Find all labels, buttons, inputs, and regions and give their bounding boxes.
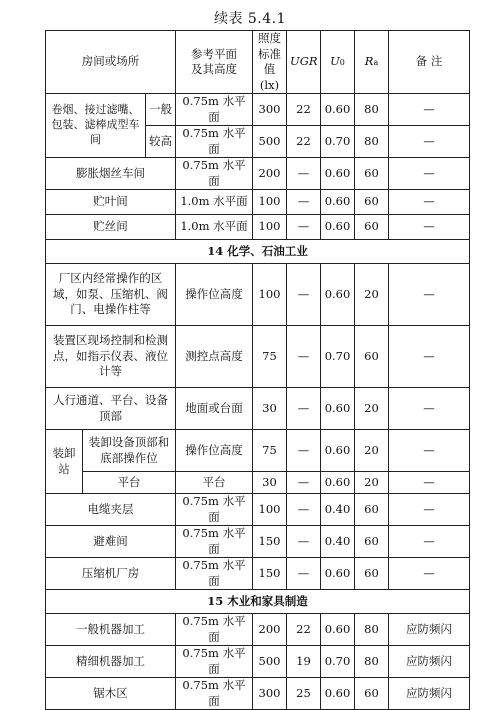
row-refuge-u0: 0.40 <box>321 526 355 558</box>
table-row <box>46 526 470 558</box>
header-u0-sub: 0 <box>339 58 345 68</box>
row-sawmill-lux: 300 <box>253 678 287 710</box>
row-fine-machine-ra: 80 <box>355 646 389 678</box>
row-walkway-plane: 地面或台面 <box>176 388 253 430</box>
header-u0 <box>321 31 355 94</box>
row-plant-ops-lux: 100 <box>253 264 287 326</box>
row-fine-machine-room: 精细机器加工 <box>46 646 176 678</box>
header-lux-line2: 标准值 <box>258 46 281 77</box>
row-plant-ops-u0: 0.60 <box>321 264 355 326</box>
header-note: 备 注 <box>389 31 470 94</box>
row-plant-ops-ra: 20 <box>355 264 389 326</box>
header-ra <box>355 31 389 94</box>
table-row <box>46 388 470 430</box>
row-cig-high-ugr: 22 <box>287 126 321 158</box>
section-14-title: 14 化学、石油工业 <box>46 240 470 264</box>
table-row <box>46 614 470 646</box>
row-walkway-note: — <box>389 388 470 430</box>
table-row <box>46 678 470 710</box>
row-fine-machine-u0: 0.70 <box>321 646 355 678</box>
row-general-machine-lux: 200 <box>253 614 287 646</box>
row-field-ctrl-lux: 75 <box>253 326 287 388</box>
table-row <box>46 215 470 240</box>
row-shred-room: 贮丝间 <box>46 215 176 240</box>
row-loading-platform-room: 平台 <box>83 472 176 494</box>
row-field-ctrl-ra: 60 <box>355 326 389 388</box>
row-refuge-note: — <box>389 526 470 558</box>
row-walkway-u0: 0.60 <box>321 388 355 430</box>
section-row <box>46 590 470 614</box>
row-loading-platform-plane: 平台 <box>176 472 253 494</box>
row-puff-lux: 200 <box>253 158 287 190</box>
row-general-machine-u0: 0.60 <box>321 614 355 646</box>
row-loading-top-plane: 操作位高度 <box>176 430 253 472</box>
row-shred-u0: 0.60 <box>321 215 355 240</box>
header-ugr: UGR <box>287 31 321 94</box>
header-plane <box>176 31 253 94</box>
row-compressor-u0: 0.60 <box>321 558 355 590</box>
row-loading-platform-note: — <box>389 472 470 494</box>
row-general-machine-ra: 80 <box>355 614 389 646</box>
row-puff-ra: 60 <box>355 158 389 190</box>
row-loading-top-note: — <box>389 430 470 472</box>
row-fine-machine-ugr: 19 <box>287 646 321 678</box>
row-compressor-room: 压缩机厂房 <box>46 558 176 590</box>
row-cable-plane: 0.75m 水平面 <box>176 494 253 526</box>
row-loading-top-u0: 0.60 <box>321 430 355 472</box>
illuminance-table <box>45 30 470 710</box>
row-leaf-ra: 60 <box>355 190 389 215</box>
table-row <box>46 94 470 126</box>
row-compressor-ugr: — <box>287 558 321 590</box>
header-ra-letter: R <box>364 54 374 69</box>
header-lux <box>253 31 287 94</box>
row-plant-ops-room: 厂区内经常操作的区域，如泵、压缩机、阀门、电操作柱等 <box>46 264 176 326</box>
row-loading-platform-ugr: — <box>287 472 321 494</box>
row-general-machine-plane: 0.75m 水平面 <box>176 614 253 646</box>
table-row <box>46 264 470 326</box>
row-puff-plane: 0.75m 水平面 <box>176 158 253 190</box>
row-general-machine-room: 一般机器加工 <box>46 614 176 646</box>
row-general-machine-note: 应防频闪 <box>389 614 470 646</box>
row-cig-general-lux: 300 <box>253 94 287 126</box>
row-puff-note: — <box>389 158 470 190</box>
header-lux-line1: 照度 <box>258 31 281 45</box>
row-leaf-plane: 1.0m 水平面 <box>176 190 253 215</box>
row-fine-machine-note: 应防频闪 <box>389 646 470 678</box>
row-puff-ugr: — <box>287 158 321 190</box>
row-loading-platform-ra: 20 <box>355 472 389 494</box>
row-field-ctrl-room: 装置区现场控制和检测点，如指示仪表、液位计等 <box>46 326 176 388</box>
row-cable-note: — <box>389 494 470 526</box>
row-refuge-lux: 150 <box>253 526 287 558</box>
table-row <box>46 472 470 494</box>
header-row <box>46 31 470 94</box>
row-refuge-ra: 60 <box>355 526 389 558</box>
row-loading-platform-u0: 0.60 <box>321 472 355 494</box>
table-caption: 续表 5.4.1 <box>213 11 287 27</box>
row-shred-ra: 60 <box>355 215 389 240</box>
row-plant-ops-ugr: — <box>287 264 321 326</box>
table-row <box>46 430 470 472</box>
row-leaf-u0: 0.60 <box>321 190 355 215</box>
header-plane-line2: 及其高度 <box>191 62 237 77</box>
row-puff-room: 膨胀烟丝车间 <box>46 158 176 190</box>
row-walkway-lux: 30 <box>253 388 287 430</box>
row-loading-station: 装卸站 <box>46 430 83 494</box>
row-loading-platform-lux: 30 <box>253 472 287 494</box>
row-fine-machine-lux: 500 <box>253 646 287 678</box>
row-walkway-ra: 20 <box>355 388 389 430</box>
row-plant-ops-note: — <box>389 264 470 326</box>
row-field-ctrl-plane: 测控点高度 <box>176 326 253 388</box>
row-compressor-note: — <box>389 558 470 590</box>
row-cig-general-ra: 80 <box>355 94 389 126</box>
row-sawmill-plane: 0.75m 水平面 <box>176 678 253 710</box>
row-cig-high-grade: 较高 <box>146 126 176 158</box>
row-loading-top-ugr: — <box>287 430 321 472</box>
row-cable-ra: 60 <box>355 494 389 526</box>
row-general-machine-ugr: 22 <box>287 614 321 646</box>
row-fine-machine-plane: 0.75m 水平面 <box>176 646 253 678</box>
row-compressor-lux: 150 <box>253 558 287 590</box>
row-refuge-room: 避难间 <box>46 526 176 558</box>
row-cig-room: 卷烟、接过滤嘴、包装、滤棒成型车间 <box>46 94 146 158</box>
row-refuge-ugr: — <box>287 526 321 558</box>
row-loading-top-room: 装卸设备顶部和底部操作位 <box>83 430 176 472</box>
row-loading-top-lux: 75 <box>253 430 287 472</box>
row-cig-high-ra: 80 <box>355 126 389 158</box>
row-cable-u0: 0.40 <box>321 494 355 526</box>
row-shred-plane: 1.0m 水平面 <box>176 215 253 240</box>
row-walkway-room: 人行通道、平台、设备顶部 <box>46 388 176 430</box>
table-row <box>46 190 470 215</box>
row-sawmill-u0: 0.60 <box>321 678 355 710</box>
header-plane-line1: 参考平面 <box>191 46 237 61</box>
row-cig-general-u0: 0.60 <box>321 94 355 126</box>
row-shred-lux: 100 <box>253 215 287 240</box>
row-cig-high-lux: 500 <box>253 126 287 158</box>
table-row <box>46 326 470 388</box>
row-sawmill-ugr: 25 <box>287 678 321 710</box>
row-shred-note: — <box>389 215 470 240</box>
row-field-ctrl-u0: 0.70 <box>321 326 355 388</box>
row-refuge-plane: 0.75m 水平面 <box>176 526 253 558</box>
row-leaf-room: 贮叶间 <box>46 190 176 215</box>
row-plant-ops-plane: 操作位高度 <box>176 264 253 326</box>
row-sawmill-note: 应防频闪 <box>389 678 470 710</box>
row-cable-ugr: — <box>287 494 321 526</box>
row-walkway-ugr: — <box>287 388 321 430</box>
row-compressor-ra: 60 <box>355 558 389 590</box>
row-sawmill-room: 锯木区 <box>46 678 176 710</box>
row-compressor-plane: 0.75m 水平面 <box>176 558 253 590</box>
row-cable-room: 电缆夹层 <box>46 494 176 526</box>
row-field-ctrl-ugr: — <box>287 326 321 388</box>
row-leaf-lux: 100 <box>253 190 287 215</box>
row-loading-top-ra: 20 <box>355 430 389 472</box>
row-leaf-note: — <box>389 190 470 215</box>
row-cig-high-note: — <box>389 126 470 158</box>
row-cig-general-plane: 0.75m 水平面 <box>176 94 253 126</box>
row-cig-general-grade: 一般 <box>146 94 176 126</box>
row-leaf-ugr: — <box>287 190 321 215</box>
table-row <box>46 558 470 590</box>
table-row <box>46 494 470 526</box>
row-field-ctrl-note: — <box>389 326 470 388</box>
header-ra-sub: a <box>373 58 379 68</box>
table-row <box>46 158 470 190</box>
row-cig-high-u0: 0.70 <box>321 126 355 158</box>
header-u0-letter: U <box>330 54 340 69</box>
row-cig-general-ugr: 22 <box>287 94 321 126</box>
section-row <box>46 240 470 264</box>
section-15-title: 15 木业和家具制造 <box>46 590 470 614</box>
table-row <box>46 646 470 678</box>
row-cig-general-note: — <box>389 94 470 126</box>
header-room: 房间或场所 <box>46 31 176 94</box>
row-shred-ugr: — <box>287 215 321 240</box>
row-cable-lux: 100 <box>253 494 287 526</box>
row-cig-high-plane: 0.75m 水平面 <box>176 126 253 158</box>
header-lux-line3: (lx) <box>259 77 280 92</box>
row-puff-u0: 0.60 <box>321 158 355 190</box>
row-sawmill-ra: 60 <box>355 678 389 710</box>
